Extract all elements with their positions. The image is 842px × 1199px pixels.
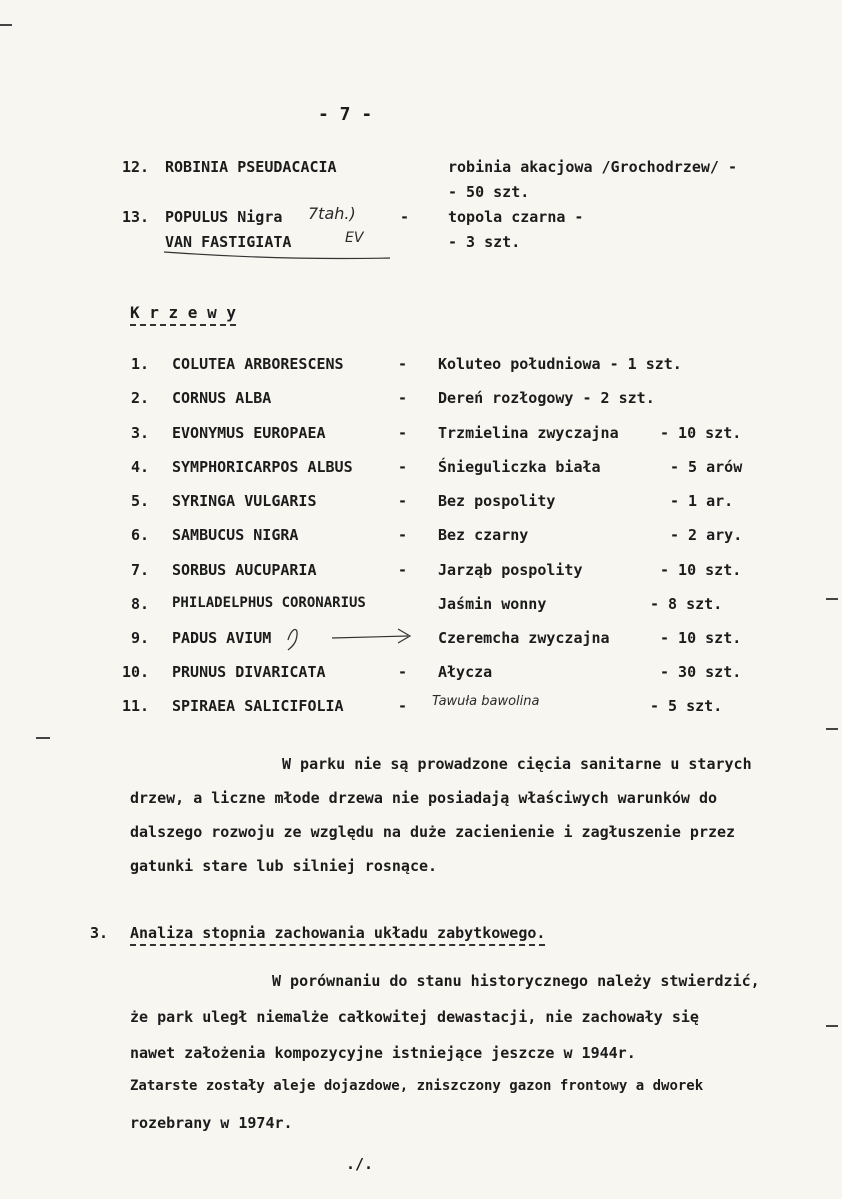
shrub-quantity: - 30 szt. bbox=[660, 663, 742, 681]
margin-mark bbox=[0, 24, 12, 26]
paragraph-park-condition bbox=[130, 755, 820, 885]
shrub-quantity: - 8 szt. bbox=[650, 595, 723, 613]
shrub-number: 6. bbox=[131, 526, 150, 544]
shrub-number: 7. bbox=[131, 561, 150, 579]
shrub-quantity: - 10 szt. bbox=[660, 561, 742, 579]
shrub-latin: PADUS AVIUM bbox=[172, 629, 272, 647]
paragraph-line: W parku nie są prowadzone cięcia sanitarne u starych bbox=[282, 755, 752, 773]
tree-13-latin-line1: POPULUS Nigra bbox=[165, 208, 283, 226]
shrub-number: 8. bbox=[131, 595, 150, 613]
shrub-number: 4. bbox=[131, 458, 150, 476]
shrub-number: 9. bbox=[131, 629, 150, 647]
shrub-number: 1. bbox=[131, 355, 150, 373]
handwritten-note-13: 7tah.) bbox=[308, 204, 356, 223]
section-3-title: Analiza stopnia zachowania układu zabytkowego. bbox=[130, 924, 545, 946]
shrub-dash: - bbox=[398, 561, 408, 579]
tree-13-number: 13. bbox=[122, 208, 150, 226]
shrub-quantity: - 10 szt. bbox=[660, 629, 742, 647]
margin-mark bbox=[826, 728, 838, 730]
tree-12-number: 12. bbox=[122, 158, 150, 176]
tree-12-polish-line2: - 50 szt. bbox=[448, 183, 530, 201]
shrub-number: 10. bbox=[122, 663, 150, 681]
shrub-latin: SYMPHORICARPOS ALBUS bbox=[172, 458, 353, 476]
shrub-polish: Koluteo południowa - 1 szt. bbox=[438, 355, 682, 373]
paragraph-line: drzew, a liczne młode drzewa nie posiadają właściwych warunków do bbox=[130, 789, 717, 807]
handwritten-arrow-icon bbox=[286, 618, 416, 652]
paragraph-line: W porównaniu do stanu historycznego należy stwierdzić, bbox=[272, 972, 760, 990]
shrub-polish: Jaśmin wonny bbox=[438, 595, 547, 613]
paragraph-line: dalszego rozwoju ze względu na duże zacienienie i zagłuszenie przez bbox=[130, 823, 736, 841]
paragraph-analysis bbox=[130, 972, 820, 1142]
paragraph-line: gatunki stare lub silniej rosnące. bbox=[130, 857, 438, 875]
shrub-polish: Czeremcha zwyczajna bbox=[438, 629, 610, 647]
paragraph-line: rozebrany w 1974r. bbox=[130, 1114, 293, 1132]
shrub-polish-handwritten: Tawuła bawolina bbox=[432, 694, 540, 709]
shrub-latin: SPIRAEA SALICIFOLIA bbox=[172, 697, 344, 715]
shrub-polish: Ałycza bbox=[438, 663, 493, 681]
tree-13-polish-line2: - 3 szt. bbox=[448, 233, 521, 251]
shrub-latin: PHILADELPHUS CORONARIUS bbox=[172, 595, 366, 611]
shrub-dash: - bbox=[398, 355, 408, 373]
tree-13-latin-line2: VAN FASTIGIATA bbox=[165, 233, 292, 251]
handwritten-underline-stroke bbox=[160, 246, 400, 266]
shrub-quantity: - 5 arów bbox=[670, 458, 743, 476]
shrub-latin: SAMBUCUS NIGRA bbox=[172, 526, 299, 544]
shrubs-heading: K r z e w y bbox=[130, 303, 236, 326]
shrub-dash: - bbox=[398, 526, 408, 544]
shrub-polish: Dereń rozłogowy - 2 szt. bbox=[438, 389, 655, 407]
shrub-polish: Śnieguliczka biała bbox=[438, 458, 601, 476]
tree-13-dash: - bbox=[400, 208, 410, 226]
shrub-polish: Bez pospolity bbox=[438, 492, 556, 510]
shrub-dash: - bbox=[398, 492, 408, 510]
shrub-number: 3. bbox=[131, 424, 150, 442]
shrub-latin: SORBUS AUCUPARIA bbox=[172, 561, 317, 579]
shrub-dash: - bbox=[398, 663, 408, 681]
shrub-dash: - bbox=[398, 458, 408, 476]
page-number: - 7 - bbox=[318, 104, 373, 125]
shrub-dash: - bbox=[398, 697, 408, 715]
shrub-quantity: - 2 ary. bbox=[670, 526, 743, 544]
section-3-number: 3. bbox=[90, 924, 109, 942]
paragraph-line: nawet założenia kompozycyjne istniejące jeszcze w 1944r. bbox=[130, 1044, 636, 1062]
paragraph-line: że park uległ niemalże całkowitej dewastacji, nie zachowały się bbox=[130, 1008, 699, 1026]
handwritten-ev: EV bbox=[345, 230, 364, 246]
shrub-number: 5. bbox=[131, 492, 150, 510]
margin-mark bbox=[826, 598, 838, 600]
shrub-latin: PRUNUS DIVARICATA bbox=[172, 663, 326, 681]
shrub-dash: - bbox=[398, 389, 408, 407]
shrub-polish: Jarząb pospolity bbox=[438, 561, 583, 579]
shrub-dash: - bbox=[398, 424, 408, 442]
shrub-quantity: - 10 szt. bbox=[660, 424, 742, 442]
margin-mark bbox=[36, 737, 50, 739]
shrub-latin: SYRINGA VULGARIS bbox=[172, 492, 317, 510]
shrub-latin: EVONYMUS EUROPAEA bbox=[172, 424, 326, 442]
shrub-number: 2. bbox=[131, 389, 150, 407]
shrub-polish: Bez czarny bbox=[438, 526, 529, 544]
margin-mark bbox=[826, 1025, 838, 1027]
shrub-quantity: - 5 szt. bbox=[650, 697, 723, 715]
shrub-polish: Trzmielina zwyczajna bbox=[438, 424, 619, 442]
tree-13-polish-line1: topola czarna - bbox=[448, 208, 584, 226]
tree-12-latin: ROBINIA PSEUDACACIA bbox=[165, 158, 337, 176]
shrub-quantity: - 1 ar. bbox=[670, 492, 734, 510]
continuation-mark: ./. bbox=[346, 1155, 374, 1173]
tree-12-polish-line1: robinia akacjowa /Grochodrzew/ - bbox=[448, 158, 737, 176]
paragraph-line: Zatarste zostały aleje dojazdowe, zniszczony gazon frontowy a dworek bbox=[130, 1078, 704, 1094]
shrub-latin: CORNUS ALBA bbox=[172, 389, 272, 407]
shrub-number: 11. bbox=[122, 697, 150, 715]
shrub-latin: COLUTEA ARBORESCENS bbox=[172, 355, 344, 373]
